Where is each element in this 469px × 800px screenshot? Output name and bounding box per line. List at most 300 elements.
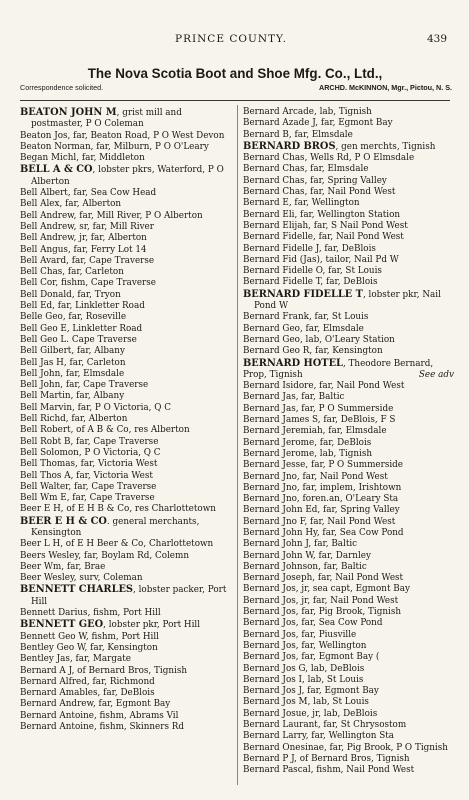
entry-details: , far, P O Summerside	[295, 403, 394, 414]
entry-details: , far, Linkletter Road	[52, 301, 145, 312]
entry-name: Bell Andrew	[20, 210, 74, 221]
directory-entry	[20, 107, 232, 131]
entry-name: Bernard Geo	[243, 334, 300, 345]
entry-name: Bernard Chas	[243, 153, 305, 164]
entry-name: Bell Geo E	[20, 323, 67, 334]
entry-details: , far, Brae	[61, 561, 106, 572]
directory-entry	[20, 380, 232, 391]
entry-details: , far, P O Summerside	[305, 460, 403, 471]
entry-name: Bernard Isidore	[243, 381, 314, 392]
directory-entry	[243, 221, 454, 232]
entry-name: Bell Gilbert	[20, 346, 72, 357]
directory-entry	[243, 141, 454, 153]
directory-entry	[20, 153, 232, 164]
entry-details: , far, Baltic	[308, 539, 358, 550]
directory-entry	[20, 222, 232, 233]
entry-name: Bernard Jeremiah	[243, 426, 323, 437]
directory-entry	[243, 754, 454, 765]
entry-details: , far, DeBlois	[318, 243, 376, 254]
entry-details: , far, P O Victoria, Q C	[72, 402, 172, 413]
directory-entry	[243, 244, 454, 255]
entry-name: Bentley Geo W	[20, 642, 85, 653]
directory-entry	[20, 324, 232, 335]
entry-name: Bernard Jesse	[243, 460, 306, 471]
entry-name: BERNARD HOTEL	[243, 357, 343, 369]
advertisement-reference: See adv	[418, 369, 454, 380]
advertisement-banner	[18, 66, 452, 95]
directory-entry	[243, 697, 454, 708]
directory-entry	[20, 584, 232, 608]
entry-details: , lab, St Louis	[307, 697, 369, 708]
entry-name: Bell Cor	[20, 278, 56, 289]
advertisement-tagline: Correspondence solicited.	[20, 83, 104, 92]
entry-details: , of Bernard Bros, Tignish	[294, 753, 410, 764]
entry-name: Beer L H	[20, 539, 61, 550]
entry-details: , far, Carleton	[63, 357, 126, 368]
entry-details: , far, Egmont Bay	[301, 686, 379, 697]
entry-details: , far, Elmsdale	[299, 323, 364, 334]
directory-entry	[243, 153, 454, 164]
directory-entry	[243, 164, 454, 175]
entry-details: , far, Wellington	[288, 198, 360, 209]
entry-name: Bell Geo L	[20, 334, 67, 345]
directory-entry	[243, 210, 454, 221]
advertisement-subline	[18, 83, 452, 95]
entry-name: Bernard Chas	[243, 164, 305, 175]
entry-name: Bernard Frank	[243, 312, 309, 323]
header-rule	[20, 100, 450, 101]
entry-details: , far, Nail Pond West	[304, 187, 396, 198]
directory-entry	[20, 711, 232, 722]
entry-details: , far, Elmsdale	[322, 426, 387, 437]
entry-name: Bell Richd	[20, 414, 66, 425]
entry-details: , lobster packer, Port Hill	[31, 585, 227, 607]
entry-name: Bernard Chas	[243, 187, 305, 198]
entry-name: Bell Wm E	[20, 493, 67, 504]
entry-name: Bernard Larry	[243, 731, 306, 742]
entry-details: , far, Richmond	[86, 676, 155, 687]
entry-details: , fishm, Port Hill	[87, 608, 161, 619]
directory-entry	[243, 392, 454, 403]
entry-name: Bernard Jos M	[243, 697, 308, 708]
entry-name: Bernard Jos	[243, 640, 296, 651]
directory-entry	[20, 290, 232, 301]
directory-entry	[243, 381, 454, 392]
directory-entry	[20, 358, 232, 369]
entry-details: , fishm, Cape Traverse	[55, 278, 156, 289]
directory-entry	[243, 449, 454, 460]
entry-name: Bernard Jos	[243, 629, 296, 640]
entry-details: , fishm, Skinners Rd	[93, 722, 185, 733]
directory-entry	[243, 664, 454, 675]
entry-details: , far, Margate	[69, 654, 131, 665]
directory-entry	[20, 188, 232, 199]
directory-entry	[20, 211, 232, 222]
directory-entry	[243, 312, 454, 323]
page-number: 439	[426, 33, 447, 45]
entry-details: , jr, far, Alberton	[73, 233, 147, 244]
directory-entry	[20, 278, 232, 289]
entry-details: , far, S Nail Pond West	[308, 220, 408, 231]
directory-column-left	[20, 107, 232, 733]
directory-column-right	[243, 107, 454, 777]
directory-entry	[243, 505, 454, 516]
entry-details: , far, Pig Brook, Tignish	[295, 607, 402, 618]
entry-details: , lobster pkrs, Waterford, P O Alberton	[31, 165, 224, 187]
entry-details: , far, Elmsdale	[60, 368, 125, 379]
entry-name: Bernard Jos G	[243, 663, 306, 674]
entry-details: , jr, sea capt, Egmont Bay	[295, 584, 410, 595]
entry-name: Bell Donald	[20, 289, 72, 300]
entry-name: Bernard Fid (Jas)	[243, 254, 320, 265]
entry-name: Bernard Laurant	[243, 720, 318, 731]
directory-entry	[243, 539, 454, 550]
entry-details: , far, Egmont Bay	[92, 699, 171, 710]
entry-name: Bernard Onesinae	[243, 742, 324, 753]
entry-details: , far, Nail Pond West	[296, 471, 388, 482]
entry-details: , far, Piusville	[295, 629, 357, 640]
entry-details: , far, Wellington Sta	[305, 731, 395, 742]
entry-details: , far, Mill River, P O Alberton	[73, 210, 203, 221]
entry-details: , far, Elmsdale	[304, 164, 369, 175]
page-header	[0, 33, 469, 49]
entry-details: , lab, St Louis	[302, 674, 364, 685]
entry-name: Bernard Azade J	[243, 118, 316, 129]
entry-details: , far, Albany	[70, 391, 125, 402]
entry-name: Bennett Geo W	[20, 631, 86, 642]
directory-entry	[20, 551, 232, 562]
directory-entry	[243, 709, 454, 720]
entry-name: BENNETT CHARLES	[20, 584, 133, 596]
entry-details: , far, Nail Pond West	[313, 232, 404, 243]
entry-name: Bennett Darius	[20, 608, 88, 619]
directory-entry	[243, 641, 454, 652]
entry-details: , far, Boylam Rd, Colemn	[78, 550, 190, 561]
entry-details: , fishm, Nail Pond West	[310, 765, 415, 776]
entry-details: , far, Pig Brook, P O Tignish	[323, 742, 448, 753]
entry-name: Bernard Jas	[243, 392, 296, 403]
entry-name: Bernard Antoine	[20, 722, 94, 733]
entry-name: Bernard Jos I	[243, 674, 303, 685]
entry-details: , Linkletter Road	[66, 323, 143, 334]
entry-name: Bernard Jos J	[243, 686, 302, 697]
county-heading: PRINCE COUNTY.	[175, 33, 287, 45]
directory-entry	[243, 483, 454, 494]
directory-entry	[20, 516, 232, 540]
entry-details: , lobster pkr, Port Hill	[103, 620, 201, 631]
directory-entry	[20, 619, 232, 631]
entry-details: , fishm, Abrams Vil	[93, 710, 179, 721]
entry-name: Bernard Jos	[243, 618, 296, 629]
entry-name: Bernard Antoine	[20, 710, 94, 721]
entry-details: , far, Carleton	[62, 267, 124, 278]
entry-details: , far, Wellington	[295, 640, 367, 651]
entry-details: , far, Nail Pond West	[313, 381, 405, 392]
entry-name: Bentley Jas	[20, 654, 70, 665]
directory-entry	[20, 573, 232, 584]
entry-name: Bernard Jerome	[243, 437, 315, 448]
directory-entry	[20, 256, 232, 267]
directory-entry	[20, 654, 232, 665]
directory-entry	[243, 652, 454, 663]
entry-name: Bell Andrew	[20, 221, 74, 232]
entry-details: , sr, far, Mill River	[73, 221, 154, 232]
directory-entry	[20, 131, 232, 142]
entry-name: Beers Wesley	[20, 550, 79, 561]
entry-details: , far, Cape Traverse	[66, 493, 155, 504]
directory-entry	[243, 358, 454, 382]
entry-name: Bernard Alfred	[20, 676, 87, 687]
entry-name: BELL A & CO	[20, 164, 93, 176]
entry-name: Bell Robt B	[20, 436, 71, 447]
entry-details: , far, Egmont Bay (	[295, 652, 380, 663]
entry-name: Bernard Amables	[20, 688, 98, 699]
entry-name: Bell Alex	[20, 199, 60, 210]
directory-entry	[20, 632, 232, 643]
entry-name: Bernard E	[243, 198, 289, 209]
entry-name: Bernard Johnson	[243, 561, 319, 572]
entry-details: , far, Kensington	[84, 642, 158, 653]
entry-details: , lab, Tignish	[314, 107, 372, 117]
directory-entry	[243, 460, 454, 471]
directory-entry	[20, 312, 232, 323]
directory-entry	[20, 369, 232, 380]
directory-entry	[243, 404, 454, 415]
directory-entry	[243, 494, 454, 505]
entry-name: Bernard John J	[243, 539, 309, 550]
entry-name: BENNETT GEO	[20, 619, 104, 631]
directory-entry	[20, 677, 232, 688]
entry-name: Bernard Jos	[243, 595, 296, 606]
entry-details: , foren.an, O'Leary Sta	[296, 494, 399, 505]
entry-name: Bell Avard	[20, 255, 67, 266]
entry-details: , far, Nail Pond West	[312, 573, 404, 584]
entry-details: , lobster pkr, Nail Pond W	[254, 289, 441, 312]
entry-details: , gen merchts, Tignish	[335, 141, 436, 152]
entry-details: , far, Victoria West	[75, 459, 158, 470]
directory-entry	[20, 391, 232, 402]
directory-entry	[243, 517, 454, 528]
directory-entry	[243, 765, 454, 776]
entry-details: , far, Spring Valley	[304, 175, 387, 186]
directory-entry	[243, 720, 454, 731]
directory-entry	[243, 324, 454, 335]
entry-name: Bell Jas H	[20, 357, 64, 368]
directory-entry	[20, 722, 232, 733]
entry-details: , far, Darnley	[312, 550, 371, 561]
entry-name: Beer E H	[20, 504, 61, 515]
entry-name: Bell Angus	[20, 244, 68, 255]
directory-entry	[20, 608, 232, 619]
entry-name: Beaton Jos	[20, 130, 68, 141]
directory-entry	[243, 438, 454, 449]
entry-details: , far, Sea Cow Pond	[316, 527, 404, 538]
entry-name: Bell Thos A	[20, 470, 71, 481]
entry-name: Bernard Jno	[243, 494, 297, 505]
entry-name: Bernard Jerome	[243, 448, 315, 459]
directory-entry	[20, 504, 232, 515]
directory-entry	[20, 448, 232, 459]
entry-details: , far, Tryon	[71, 289, 121, 300]
entry-details: , far, St Chrysostom	[317, 720, 407, 731]
entry-name: Bernard John Ed	[243, 505, 318, 516]
entry-details: , far, Middleton	[76, 153, 145, 164]
entry-name: Belle Geo	[20, 312, 63, 323]
entry-name: Bernard Jas	[243, 403, 296, 414]
directory-entry	[243, 255, 454, 266]
directory-entry	[243, 346, 454, 357]
entry-details: . general merchants, Kensington	[31, 516, 200, 538]
entry-details: , far, Sea Cow Head	[67, 188, 157, 199]
entry-name: Bernard Fidelle J	[243, 243, 319, 254]
entry-details: , surv, Coleman	[73, 573, 143, 584]
entry-details: , fishm, Port Hill	[85, 631, 159, 642]
entry-name: Bernard A J	[20, 665, 72, 676]
entry-name: Bernard Andrew	[20, 699, 93, 710]
directory-entry	[243, 107, 454, 118]
entry-name: Bell Chas	[20, 267, 63, 278]
directory-entry	[243, 686, 454, 697]
directory-entry	[20, 643, 232, 654]
entry-details: , far, Spring Valley	[317, 505, 400, 516]
directory-entry	[243, 187, 454, 198]
entry-name: Bernard Arcade	[243, 107, 314, 117]
entry-details: , far, Victoria West	[70, 470, 153, 481]
directory-entry	[243, 232, 454, 243]
directory-entry	[243, 118, 454, 129]
entry-details: , far, Baltic	[318, 561, 367, 572]
directory-entry	[20, 688, 232, 699]
entry-details: , far, Beaton Road, P O West Devon	[67, 130, 225, 141]
directory-entry	[243, 596, 454, 607]
directory-entry	[243, 618, 454, 629]
entry-details: , far, implem, Irishtown	[296, 482, 402, 493]
entry-details: , of A B & Co, res Alberton	[70, 425, 190, 436]
entry-name: Bernard Chas	[243, 175, 305, 186]
entry-name: Beer Wesley	[20, 573, 74, 584]
entry-details: , far, St Louis	[308, 312, 369, 323]
directory-entry	[243, 335, 454, 346]
directory-entry	[243, 630, 454, 641]
directory-entry	[20, 666, 232, 677]
advertisement-title: The Nova Scotia Boot and Shoe Mfg. Co., Ltd.,	[87, 66, 383, 81]
entry-name: Bernard Fidelle T	[243, 277, 321, 288]
directory-entry	[20, 346, 232, 357]
entry-details: , far, Nail Pond West	[304, 516, 396, 527]
entry-details: , far, Cape Traverse	[68, 481, 157, 492]
directory-entry	[243, 426, 454, 437]
directory-entry	[243, 289, 454, 313]
entry-name: Bernard Jos	[243, 584, 296, 595]
directory-entry	[20, 425, 232, 436]
directory-entry	[243, 198, 454, 209]
entry-details: , tailor, Nail Pd W	[319, 254, 399, 265]
directory-entry	[20, 301, 232, 312]
entry-details: , far, Roseville	[62, 312, 127, 323]
directory-entry	[20, 142, 232, 153]
directory-entry	[20, 199, 232, 210]
entry-details: , of E H Beer & Co, Charlottetown	[60, 539, 214, 550]
entry-name: Bernard P J	[243, 753, 295, 764]
entry-details: , Wells Rd, P O Elmsdale	[304, 153, 415, 164]
entry-details: , far, Alberton	[59, 199, 122, 210]
entry-details: , grist mill and postmaster, P O Coleman	[31, 108, 182, 130]
entry-details: , Theodore Bernard, Prop, Tignish	[243, 358, 434, 380]
entry-details: , far, Kensington	[309, 346, 383, 357]
entry-details: , lab, DeBlois	[305, 663, 365, 674]
entry-name: Bernard B	[243, 129, 289, 140]
entry-details: , far, Elmsdale	[288, 129, 353, 140]
directory-entry	[243, 607, 454, 618]
entry-name: BERNARD BROS	[243, 140, 336, 152]
entry-name: Bell Robert	[20, 425, 71, 436]
directory-entry	[20, 699, 232, 710]
directory-entry	[20, 539, 232, 550]
directory-entry	[243, 573, 454, 584]
entry-name: Bell Andrew	[20, 233, 74, 244]
directory-entry	[20, 335, 232, 346]
advertisement-contact: ARCHD. McKINNON, Mgr., Pictou, N. S.	[319, 83, 452, 92]
entry-details: , far, Cape Traverse	[70, 436, 159, 447]
entry-name: Bernard Elijah	[243, 220, 309, 231]
entry-name: Bernard Jos	[243, 652, 296, 663]
entry-name: Bell John	[20, 380, 61, 391]
column-divider	[237, 105, 238, 785]
entry-name: Bell Albert	[20, 188, 68, 199]
entry-name: Beer Wm	[20, 561, 62, 572]
entry-details: , P O Victoria, Q C	[78, 447, 161, 458]
directory-entry	[243, 130, 454, 141]
entry-name: Bernard Jos	[243, 607, 296, 618]
directory-entry	[243, 584, 454, 595]
entry-details: , far, Milburn, P O O'Leary	[90, 141, 209, 152]
entry-name: Bernard Jno	[243, 471, 297, 482]
directory-entry	[20, 471, 232, 482]
directory-entry	[243, 743, 454, 754]
entry-name: Bernard James S	[243, 415, 318, 426]
directory-entry	[243, 562, 454, 573]
directory-entry	[20, 245, 232, 256]
entry-details: , far, DeBlois	[314, 437, 372, 448]
entry-name: Bell Thomas	[20, 459, 76, 470]
directory-entry	[20, 164, 232, 188]
entry-details: , jr, far, Nail Pond West	[295, 595, 399, 606]
entry-details: , far, Ferry Lot 14	[67, 244, 147, 255]
directory-entry	[243, 176, 454, 187]
entry-name: Bell Marvin	[20, 402, 72, 413]
directory-entry	[243, 731, 454, 742]
directory-entry	[20, 267, 232, 278]
entry-name: Bernard Jno F	[243, 516, 305, 527]
entry-name: Bernard Pascal	[243, 765, 311, 776]
entry-name: Bell Martin	[20, 391, 71, 402]
entry-name: Bernard Joseph	[243, 573, 313, 584]
directory-entry	[243, 675, 454, 686]
directory-entry	[20, 233, 232, 244]
directory-entry	[243, 551, 454, 562]
entry-details: , far, Sea Cow Pond	[295, 618, 383, 629]
entry-name: Bernard John Hy	[243, 527, 317, 538]
directory-entry	[20, 403, 232, 414]
entry-name: Bernard Jno	[243, 482, 297, 493]
entry-details: , far, St Louis	[322, 266, 382, 277]
entry-details: , far, DeBlois, F S	[317, 415, 396, 426]
entry-name: Bernard Fidelle	[243, 232, 314, 243]
directory-entry	[20, 482, 232, 493]
entry-name: Bernard Geo	[243, 323, 300, 334]
entry-name: Bell Ed	[20, 301, 53, 312]
entry-details: , far, Cape Traverse	[60, 380, 149, 391]
